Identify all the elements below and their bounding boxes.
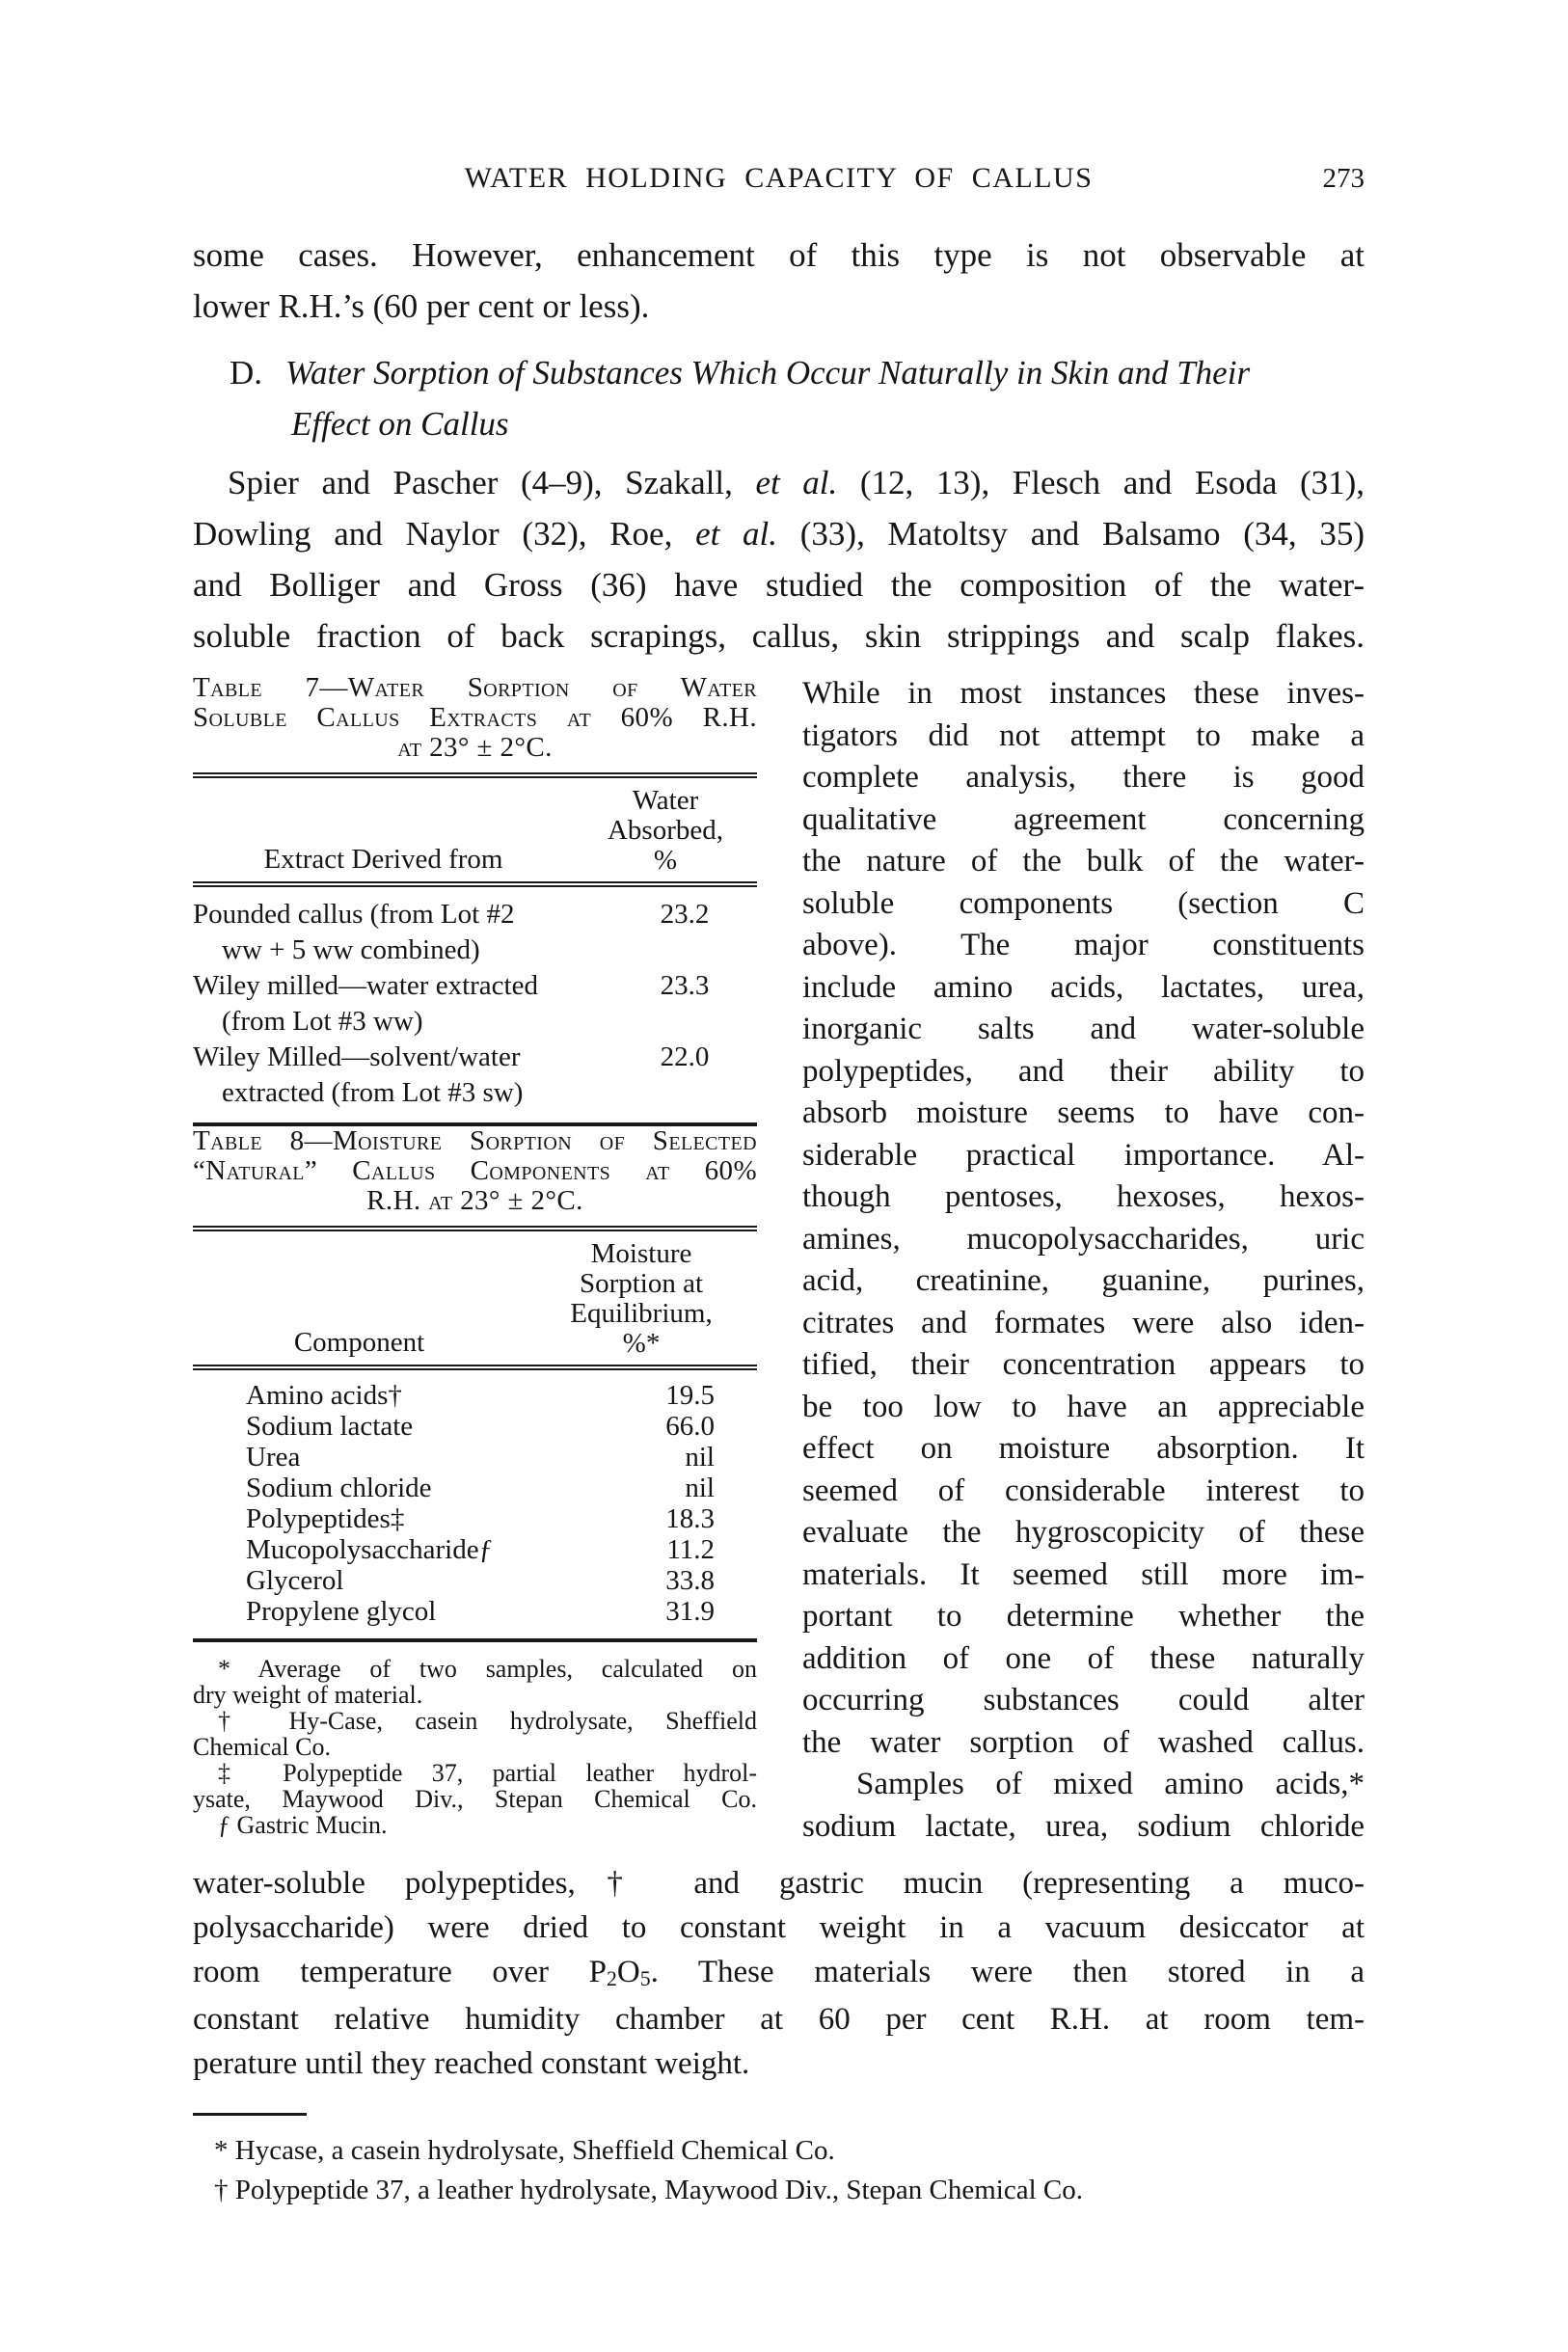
text-line	[193, 1682, 757, 1708]
text-segment: Soluble Callus Extracts at 60% R.H.	[193, 702, 757, 733]
section-title-part2: Effect on Callus	[291, 405, 509, 443]
text-line	[802, 1806, 1365, 1849]
table-body	[193, 887, 757, 1122]
table-row-label-line: Wiley Milled—solvent/water	[193, 1041, 521, 1072]
table-header-value-line: %	[653, 845, 678, 876]
text-segment: constant relative humidity chamber at 60 per cent R.H. at room tem-	[193, 2002, 1365, 2037]
text-line	[193, 281, 1365, 332]
table-row	[193, 1442, 757, 1473]
table-row	[193, 897, 757, 968]
text-segment: tified, their concentration appears to	[802, 1347, 1365, 1382]
text-segment: † Hy-Case, casein hydrolysate, Sheffield	[218, 1707, 757, 1735]
left-column	[193, 673, 757, 1838]
text-segment: † Polypeptide 37, a leather hydrolysate, Maywood Div., Stepan Chemical Co.	[214, 2175, 1083, 2205]
text-line	[802, 1596, 1365, 1638]
text-line	[802, 1303, 1365, 1345]
table-row-value: 23.3	[660, 970, 710, 1001]
table-row	[193, 1380, 757, 1411]
text-segment: dry weight of material.	[193, 1681, 423, 1709]
text-line	[193, 1997, 1365, 2041]
text-segment: lower R.H.’s (60 per cent or less).	[193, 287, 650, 325]
text-line	[193, 703, 757, 733]
text-segment: room temperature over P	[193, 1955, 607, 1989]
text-line	[802, 1638, 1365, 1681]
table-header-row	[193, 1231, 757, 1370]
text-segment: include amino acids, lactates, urea,	[802, 969, 1365, 1005]
text-line	[802, 883, 1365, 926]
text-segment: Dowling and Naylor (32), Roe,	[193, 515, 696, 553]
text-segment: . These materials were then stored in a	[650, 1955, 1365, 1989]
section-heading-line1	[230, 347, 1365, 398]
text-line	[193, 1156, 757, 1186]
table-header-value-line: Equilibrium,	[570, 1298, 713, 1329]
text-segment: above). The major constituents	[802, 928, 1365, 962]
table-row-label-line: Urea	[246, 1442, 301, 1473]
text-line	[802, 1176, 1365, 1219]
text-line	[193, 610, 1365, 662]
table8	[193, 1226, 757, 1642]
table-header-value-line: Moisture	[590, 1238, 692, 1269]
text-line	[193, 1760, 757, 1786]
table-row-label-line: Propylene glycol	[246, 1596, 437, 1627]
table-row-label-line: extracted (from Lot #3 sw)	[222, 1077, 524, 1108]
text-segment: While in most instances these inves-	[802, 676, 1365, 711]
footnote-rule	[193, 2113, 307, 2116]
text-segment: perature until they reached constant weight.	[193, 2046, 750, 2081]
text-line	[802, 1135, 1365, 1177]
text-segment: et al.	[755, 464, 838, 501]
text-line	[193, 1126, 757, 1156]
running-head-title: WATER HOLDING CAPACITY OF CALLUS	[464, 162, 1094, 194]
table-row	[193, 1565, 757, 1596]
table8-caption	[193, 1126, 757, 1216]
table-row-label	[193, 968, 612, 1040]
text-segment: 2	[606, 1966, 617, 1990]
text-segment: inorganic salts and water-soluble	[802, 1012, 1365, 1046]
table-row	[193, 1534, 757, 1565]
table-header-value-line: Absorbed,	[607, 815, 723, 846]
table-row-label-line: Pounded callus (from Lot #2	[193, 899, 515, 930]
table-header-value-line: Water	[632, 785, 699, 816]
text-segment: at 23° ± 2°C.	[397, 732, 553, 763]
text-segment: addition of one of these naturally	[802, 1640, 1365, 1676]
text-segment: be too low to have an appreciable	[802, 1389, 1365, 1424]
text-line	[193, 1708, 757, 1734]
text-line	[193, 1861, 1365, 1906]
text-line	[802, 1764, 1365, 1806]
text-segment: seemed of considerable interest to	[802, 1473, 1365, 1508]
text-line	[802, 1219, 1365, 1261]
text-segment: occurring substances could alter	[802, 1683, 1365, 1717]
table-row-label	[193, 1442, 612, 1473]
section-letter: D.	[230, 354, 263, 392]
text-line	[802, 1554, 1365, 1597]
text-segment: Spier and Pascher (4–9), Szakall,	[228, 464, 756, 501]
section-title-part1: Water Sorption of Substances Which Occur Naturally in Skin and Their	[285, 354, 1251, 392]
table-header-value	[526, 1239, 757, 1359]
table-row-label	[193, 1040, 612, 1111]
table-header-value-line: Sorption at	[579, 1268, 704, 1299]
text-segment: acid, creatinine, guanine, purines,	[802, 1263, 1365, 1298]
text-segment: amines, mucopolysaccharides, uric	[802, 1221, 1365, 1257]
table-row	[193, 968, 757, 1040]
table-row-value: 19.5	[665, 1380, 715, 1411]
text-segment: ‡ Polypeptide 37, partial leather hydrol-	[218, 1759, 757, 1787]
text-segment: * Average of two samples, calculated on	[218, 1655, 757, 1683]
text-line	[802, 1093, 1365, 1135]
text-line	[193, 230, 1365, 281]
text-line	[802, 1344, 1365, 1387]
text-line	[802, 1051, 1365, 1094]
table7-caption	[193, 673, 757, 763]
text-segment: (12, 13), Flesch and Esoda (31),	[837, 464, 1365, 501]
table-row-value: 11.2	[666, 1534, 715, 1565]
footnote-lines	[193, 2131, 1365, 2210]
text-line	[802, 716, 1365, 758]
two-column-layout	[193, 673, 1365, 1848]
text-segment: the water sorption of washed callus.	[802, 1724, 1365, 1760]
table-row	[193, 1596, 757, 1627]
text-line	[193, 2171, 1365, 2210]
table-header-value-line: %*	[622, 1328, 661, 1359]
text-line	[802, 1428, 1365, 1471]
table-row	[193, 1503, 757, 1534]
text-line	[802, 673, 1365, 716]
table-row	[193, 1473, 757, 1503]
table-row	[193, 1411, 757, 1442]
paragraph-methods	[193, 1861, 1365, 2086]
table-row-label	[193, 1596, 612, 1627]
table-row-value: nil	[685, 1473, 715, 1503]
text-line	[193, 673, 757, 703]
text-segment: citrates and formates were also iden-	[802, 1305, 1365, 1340]
text-line	[802, 1512, 1365, 1554]
table-row-label	[193, 1380, 612, 1411]
table-header-row	[193, 778, 757, 887]
text-segment: R.H. at 23° ± 2°C.	[366, 1185, 583, 1216]
text-segment: polypeptides, and their ability to	[802, 1053, 1365, 1089]
table-row	[193, 1040, 757, 1111]
text-segment: some cases. However, enhancement of this type is not observable at	[193, 236, 1365, 274]
table-row-value: 66.0	[665, 1411, 715, 1442]
table-row-label	[193, 1473, 612, 1503]
text-line	[193, 1786, 757, 1812]
text-segment: “Natural” Callus Components at 60%	[193, 1155, 757, 1186]
table-row-label-line: Amino acids†	[246, 1380, 402, 1411]
text-line	[193, 1186, 757, 1216]
text-segment: O	[616, 1955, 640, 1989]
table-row-value: 31.9	[665, 1596, 715, 1627]
table-row-label-line: ww + 5 ww combined)	[222, 934, 480, 965]
section-heading	[230, 347, 1365, 449]
text-line	[193, 508, 1365, 559]
running-head	[193, 162, 1365, 201]
text-line	[802, 1009, 1365, 1051]
text-line	[193, 1906, 1365, 1950]
text-segment: portant to determine whether the	[802, 1599, 1365, 1634]
text-line	[193, 1734, 757, 1760]
table8-footnotes	[193, 1656, 757, 1838]
table-row-label-line: Sodium chloride	[246, 1473, 432, 1503]
paragraph-authors	[193, 457, 1365, 662]
table-row-label-line: Wiley milled—water extracted	[193, 970, 538, 1001]
text-segment: evaluate the hygroscopicity of these	[802, 1515, 1365, 1550]
text-segment: and Bolliger and Gross (36) have studied the composition of the water-	[193, 566, 1365, 604]
paragraph-intro	[193, 230, 1365, 332]
table-row-label-line: Sodium lactate	[246, 1411, 414, 1442]
table-row-label	[193, 1503, 612, 1534]
text-segment: qualitative agreement concerning	[802, 801, 1365, 837]
text-segment: the nature of the bulk of the water-	[802, 844, 1365, 879]
text-line	[802, 757, 1365, 799]
table-row-label	[193, 1411, 612, 1442]
table-row-label-line: Mucopolysaccharideƒ	[246, 1534, 494, 1565]
text-segment: soluble fraction of back scrapings, callus, skin strippings and scalp flakes.	[193, 617, 1365, 655]
text-line	[802, 1260, 1365, 1303]
table-header-value	[574, 786, 757, 876]
table-row-label-line: Polypeptides‡	[246, 1503, 405, 1534]
text-line	[802, 925, 1365, 967]
text-segment: though pentoses, hexoses, hexos-	[802, 1179, 1365, 1214]
text-line	[193, 2131, 1365, 2171]
text-line	[193, 1656, 757, 1682]
text-line	[802, 1680, 1365, 1722]
text-line	[193, 457, 1365, 508]
text-segment: sodium lactate, urea, sodium chloride	[802, 1808, 1365, 1844]
table7	[193, 772, 757, 1126]
table-row-label	[193, 1534, 612, 1565]
right-column	[802, 673, 1365, 1848]
text-line	[193, 2041, 1365, 2086]
table-row-value: nil	[685, 1442, 715, 1473]
text-line	[802, 967, 1365, 1010]
table-row-label	[193, 897, 612, 968]
text-segment: Samples of mixed amino acids,*	[856, 1767, 1365, 1801]
table-row-value: 23.2	[660, 899, 710, 930]
text-segment: Chemical Co.	[193, 1733, 331, 1761]
page-footnotes	[193, 2113, 1365, 2210]
text-line	[193, 733, 757, 763]
text-segment: ƒ Gastric Mucin.	[218, 1811, 388, 1839]
text-line	[802, 1387, 1365, 1429]
text-segment: 5	[639, 1966, 651, 1990]
text-segment: water-soluble polypeptides,† and gastric mucin (representing a muco-	[193, 1866, 1365, 1901]
text-segment: Table 8—Moisture Sorption of Selected	[193, 1125, 757, 1156]
table-row-value: 22.0	[660, 1041, 710, 1072]
table-row-value: 33.8	[665, 1565, 715, 1596]
text-segment: soluble components (section C	[802, 885, 1365, 921]
table-row-label-line: Glycerol	[246, 1565, 344, 1596]
text-line	[802, 841, 1365, 883]
text-line	[802, 799, 1365, 842]
text-segment: (33), Matoltsy and Balsamo (34, 35)	[777, 515, 1365, 553]
text-segment: complete analysis, there is good	[802, 760, 1365, 795]
text-segment: siderable practical importance. Al-	[802, 1137, 1365, 1173]
text-segment: * Hycase, a casein hydrolysate, Sheffield Chemical Co.	[214, 2135, 835, 2166]
table-row-label-line: (from Lot #3 ww)	[222, 1006, 423, 1037]
text-segment: Table 7—Water Sorption of Water	[193, 672, 757, 703]
table-header-label: Extract Derived from	[263, 844, 503, 875]
text-segment: et al.	[695, 515, 778, 553]
section-heading-line2	[230, 398, 1365, 449]
text-segment: materials. It seemed still more im-	[802, 1556, 1365, 1592]
text-line	[193, 1950, 1365, 1997]
table7-figure	[193, 673, 757, 1126]
text-segment: absorb moisture seems to have con-	[802, 1095, 1365, 1130]
text-segment: tigators did not attempt to make a	[802, 717, 1365, 753]
text-line	[802, 1722, 1365, 1765]
text-segment: effect on moisture absorption. It	[802, 1431, 1365, 1466]
table-body	[193, 1370, 757, 1638]
table-row-value: 18.3	[665, 1503, 715, 1534]
text-segment: polysaccharide) were dried to constant weight in a vacuum desiccator at	[193, 1910, 1365, 1945]
table-row-label	[193, 1565, 612, 1596]
text-segment: ysate, Maywood Div., Stepan Chemical Co.	[193, 1785, 757, 1813]
table-header-label: Component	[293, 1327, 425, 1358]
page-number: 273	[1322, 163, 1365, 194]
table8-figure	[193, 1126, 757, 1642]
text-line	[802, 1471, 1365, 1513]
text-line	[193, 559, 1365, 610]
text-line	[193, 1812, 757, 1838]
